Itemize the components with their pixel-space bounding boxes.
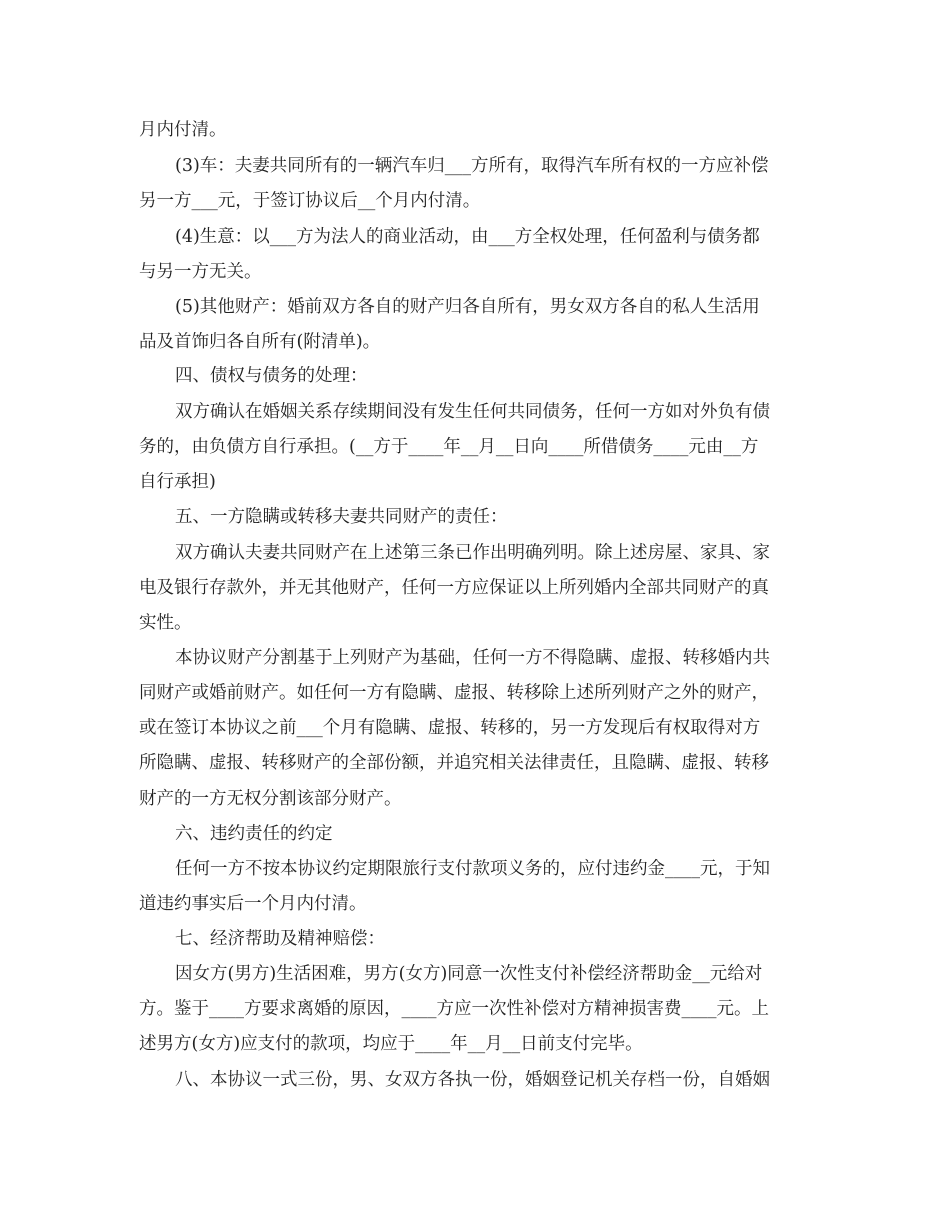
text-line: 或在签订本协议之前___个月有隐瞒、虚报、转移的，另一方发现后有权取得对方 <box>139 718 761 738</box>
text-line: 务的，由负债方自行承担。(__方于____年__月__日向____所借债务____元由__方 <box>139 437 759 457</box>
section-heading: 六、违约责任的约定 <box>175 824 333 844</box>
text-line: 述男方(女方)应支付的款项，均应于____年__月__日前支付完毕。 <box>139 1034 643 1054</box>
text-line: 财产的一方无权分割该部分财产。 <box>139 789 402 809</box>
text-line: 另一方___元，于签订协议后__个月内付清。 <box>139 191 481 211</box>
text-line: 品及首饰归各自所有(附清单)。 <box>139 332 381 352</box>
section-heading: 五、一方隐瞒或转移夫妻共同财产的责任： <box>175 507 508 527</box>
text-line: 因女方(男方)生活困难，男方(女方)同意一次性支付补偿经济帮助金__元给对 <box>175 964 763 984</box>
text-line: 电及银行存款外，并无其他财产，任何一方应保证以上所列婚内全部共同财产的真 <box>139 578 769 598</box>
text-line: 任何一方不按本协议约定期限旅行支付款项义务的，应付违约金____元，于知 <box>175 859 770 879</box>
text-line: 与另一方无关。 <box>139 262 262 282</box>
text-line: 道违约事实后一个月内付清。 <box>139 894 367 914</box>
text-line: 方。鉴于____方要求离婚的原因，____方应一次性补偿对方精神损害费____元。上 <box>139 999 769 1019</box>
text-line: (3)车：夫妻共同所有的一辆汽车归___方所有，取得汽车所有权的一方应补偿 <box>175 156 769 176</box>
text-line: 月内付清。 <box>139 120 227 140</box>
text-line: 双方确认在婚姻关系存续期间没有发生任何共同债务，任何一方如对外负有债 <box>175 402 770 422</box>
text-line: 同财产或婚前财产。如任何一方有隐瞒、虚报、转移除上述所列财产之外的财产， <box>139 683 769 703</box>
section-heading: 四、债权与债务的处理： <box>175 366 368 386</box>
text-line: 自行承担) <box>139 472 216 492</box>
text-line: (5)其他财产：婚前双方各自的财产归各自所有，男女双方各自的私人生活用 <box>175 297 760 317</box>
text-line: 双方确认夫妻共同财产在上述第三条已作出明确列明。除上述房屋、家具、家 <box>175 543 770 563</box>
section-heading: 八、本协议一式三份，男、女双方各执一份，婚姻登记机关存档一份，自婚姻 <box>175 1070 770 1090</box>
text-line: 实性。 <box>139 613 192 633</box>
text-line: 所隐瞒、虚报、转移财产的全部份额，并追究相关法律责任，且隐瞒、虚报、转移 <box>139 753 769 773</box>
section-heading: 七、经济帮助及精神赔偿： <box>175 929 385 949</box>
text-line: 本协议财产分割基于上列财产为基础，任何一方不得隐瞒、虚报、转移婚内共 <box>175 648 770 668</box>
text-line: (4)生意：以___方为法人的商业活动，由___方全权处理，任何盈利与债务都 <box>175 227 760 247</box>
